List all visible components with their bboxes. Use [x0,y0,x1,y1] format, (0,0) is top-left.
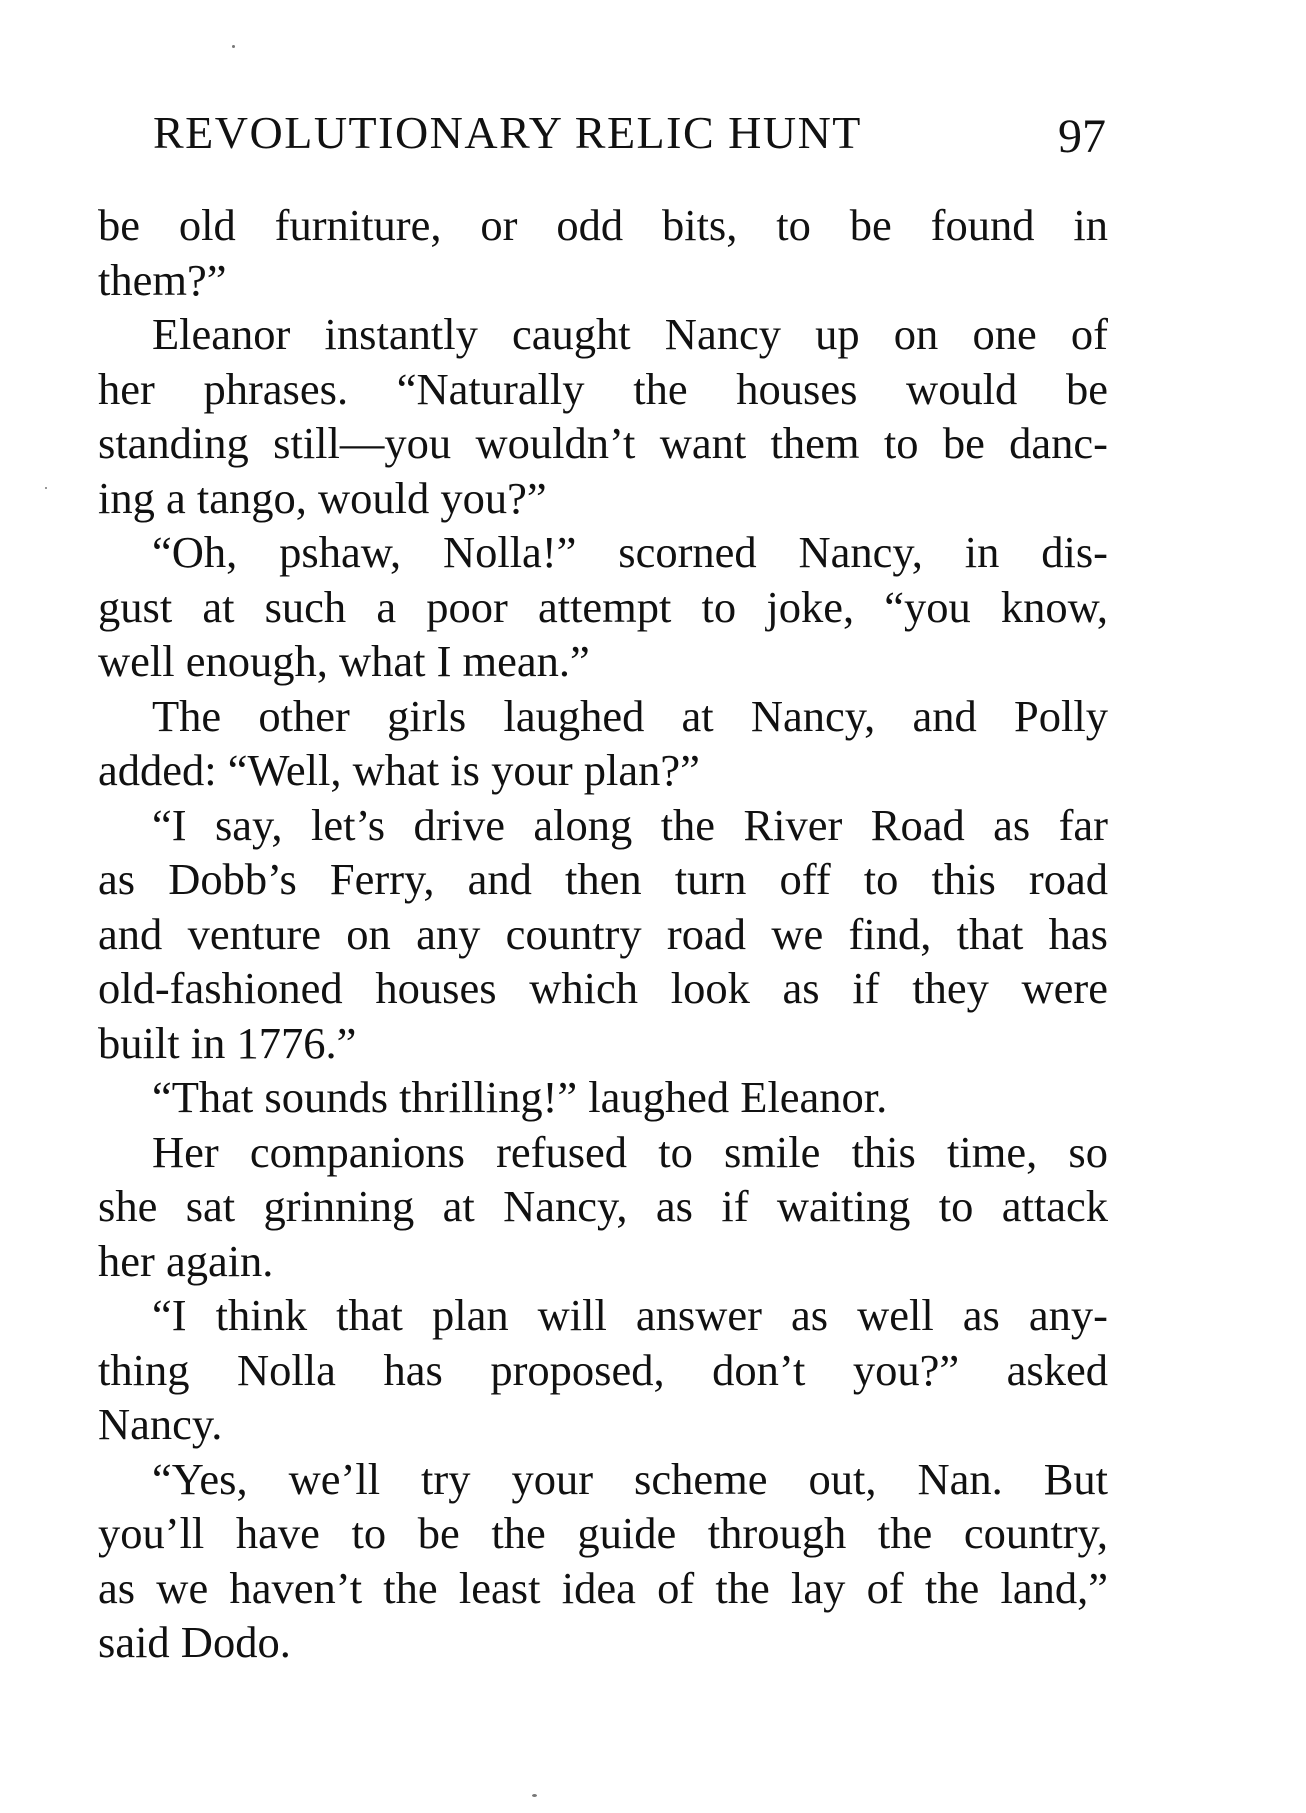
text-line: Nancy. [98,1399,223,1449]
text-line: standing still—you wouldn’t want them to be danc- [98,418,1108,468]
text-line: her phrases. “Naturally the houses would be [98,363,1108,414]
text-line: “Yes, we’ll try your scheme out, Nan. But [152,1453,1108,1504]
text-line: added: “Well, what is your plan?” [98,745,700,795]
text-line: built in 1776.” [98,1017,357,1068]
text-line: she sat grinning at Nancy, as if waiting to attack [98,1181,1108,1231]
running-head [153,103,1106,163]
text-line: them?” [98,254,227,305]
text-line: you’ll have to be the guide through the country, [98,1508,1108,1558]
text-line: thing Nolla has proposed, don’t you?” asked [98,1344,1108,1395]
text-line: said Dodo. [98,1617,291,1667]
text-line: The other girls laughed at Nancy, and Polly [152,690,1108,741]
page-number: 97 [1058,110,1106,163]
scan-speck [232,45,235,48]
text-line: “That sounds thrilling!” laughed Eleanor. [152,1072,888,1122]
body-text [98,198,1108,1670]
running-title: REVOLUTIONARY RELIC HUNT [153,107,862,158]
scan-speck [532,1794,537,1797]
text-line: as we haven’t the least idea of the lay of the land,” [98,1562,1108,1613]
text-line: well enough, what I mean.” [98,636,590,686]
text-line: “I think that plan will answer as well as any- [152,1290,1108,1340]
text-line: Her companions refused to smile this time, so [152,1126,1108,1177]
text-line: “I say, let’s drive along the River Road as far [152,799,1108,850]
text-line: her again. [98,1235,274,1286]
text-line: Eleanor instantly caught Nancy up on one of [152,309,1108,359]
text-line: ing a tango, would you?” [98,472,547,523]
text-line: be old furniture, or odd bits, to be found in [98,200,1108,250]
text-line: as Dobb’s Ferry, and then turn off to this road [98,854,1108,904]
text-line: “Oh, pshaw, Nolla!” scorned Nancy, in dis- [152,527,1108,577]
scan-speck [45,487,47,489]
text-line: gust at such a poor attempt to joke, “you know, [98,581,1108,632]
text-line: old-fashioned houses which look as if they were [98,963,1108,1013]
text-line: and venture on any country road we find, that has [98,908,1108,959]
